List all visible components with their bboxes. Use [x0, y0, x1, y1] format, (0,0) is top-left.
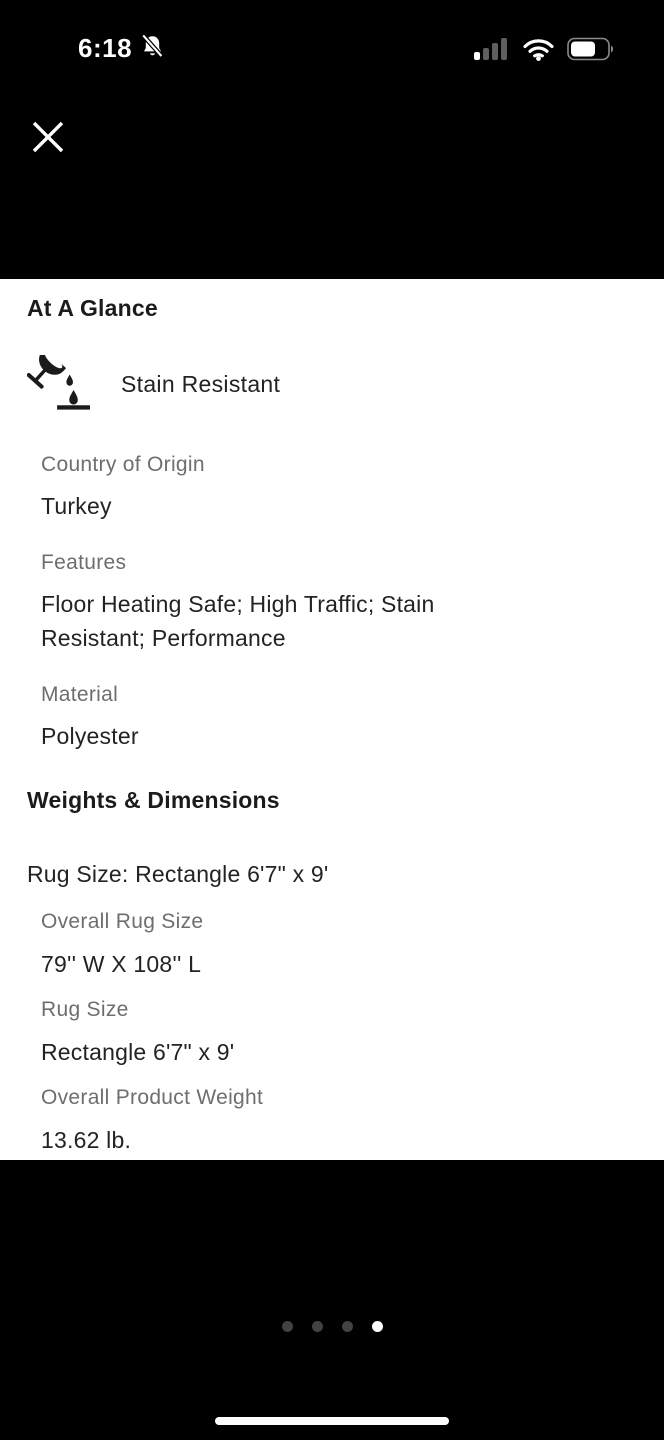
spec-value: Rectangle 6'7" x 9': [41, 1039, 235, 1065]
cellular-signal-icon: [474, 37, 510, 66]
product-details-sheet[interactable]: [0, 279, 664, 1160]
status-bar: [0, 0, 664, 72]
battery-icon: [567, 37, 614, 66]
spec-material: [41, 683, 636, 753]
spec-value: Polyester: [41, 723, 139, 749]
spec-value: Floor Heating Safe; High Traffic; Stain Resistant; Performance: [41, 591, 435, 651]
clock: 6:18: [78, 33, 133, 63]
spec-label: Country of Origin: [41, 453, 205, 476]
wifi-icon: [522, 36, 555, 66]
glance-item-stain-resistant: [27, 355, 636, 413]
close-icon: [31, 120, 65, 157]
spec-value: Turkey: [41, 493, 112, 519]
weights-dimensions-heading: Weights & Dimensions: [27, 787, 280, 813]
spec-value: 79'' W X 108'' L: [41, 951, 202, 977]
status-right-icons: [474, 36, 614, 66]
home-indicator[interactable]: [215, 1417, 449, 1425]
spec-overall-product-weight: [41, 1086, 636, 1154]
spec-overall-rug-size: [41, 910, 636, 978]
page-dot[interactable]: [312, 1321, 323, 1332]
page-dots: [0, 1321, 664, 1332]
page-dot[interactable]: [282, 1321, 293, 1332]
spec-label: Rug Size: [41, 998, 129, 1021]
status-time-group: [78, 33, 165, 64]
glance-item-label: Stain Resistant: [121, 370, 281, 397]
stain-resistant-icon: [27, 355, 93, 413]
spec-label: Overall Product Weight: [41, 1086, 264, 1109]
dimension-spec-list: [27, 910, 636, 1154]
close-button[interactable]: [29, 119, 67, 157]
spec-features: [41, 551, 636, 655]
spec-value: 13.62 lb.: [41, 1127, 132, 1153]
page-dot[interactable]: [372, 1321, 383, 1332]
spec-list: [27, 453, 636, 753]
spec-rug-size: [41, 998, 636, 1066]
spec-label: Overall Rug Size: [41, 910, 204, 933]
spec-label: Material: [41, 683, 119, 706]
at-a-glance-heading: At A Glance: [27, 295, 158, 321]
spec-label: Features: [41, 551, 127, 574]
spec-country-of-origin: [41, 453, 636, 523]
rug-size-group-title: Rug Size: Rectangle 6'7" x 9': [27, 861, 329, 887]
page-dot[interactable]: [342, 1321, 353, 1332]
bell-slash-icon: [140, 33, 165, 64]
